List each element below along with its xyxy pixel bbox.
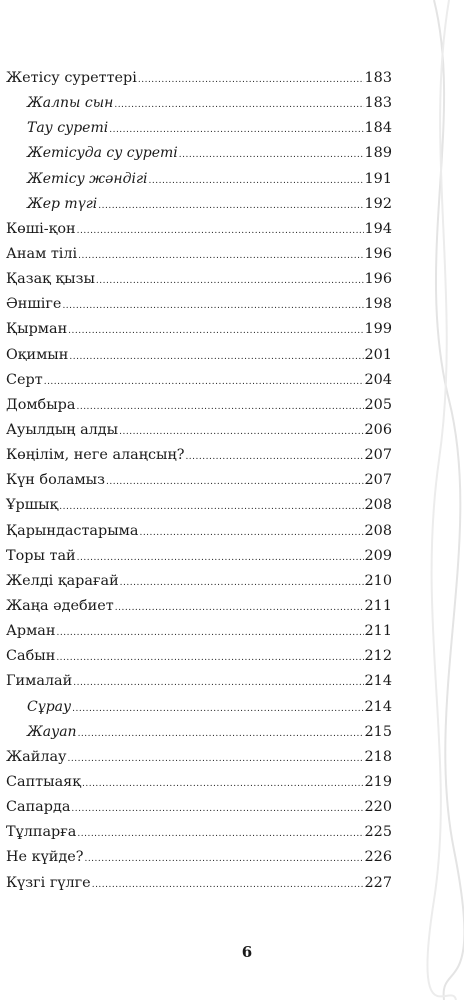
toc-entry	[6, 368, 392, 393]
toc-entry-page: 218	[364, 748, 392, 765]
toc-entry-title: Жауап	[27, 723, 77, 740]
toc-entry-page: 194	[364, 220, 392, 237]
toc-entry	[6, 770, 392, 795]
dot-leader	[68, 747, 364, 772]
page-number: 6	[241, 943, 253, 961]
dot-leader	[56, 646, 363, 671]
toc-entry-page: 204	[364, 371, 392, 388]
toc-entry	[6, 820, 392, 845]
toc-entry-page: 196	[364, 271, 392, 288]
toc-entry-title: Тау суреті	[27, 120, 109, 137]
toc-entry-title: Оқимын	[6, 346, 69, 363]
toc-entry	[6, 594, 392, 619]
dot-leader	[78, 244, 363, 269]
dot-leader	[76, 395, 363, 420]
dot-leader	[139, 521, 363, 546]
toc-entry	[6, 544, 392, 569]
toc-entry-page: 208	[364, 522, 392, 539]
dot-leader	[98, 194, 363, 219]
table-of-contents	[6, 66, 392, 896]
toc-entry-title: Ауылдың алды	[6, 421, 119, 438]
toc-entry	[6, 343, 392, 368]
toc-entry	[6, 393, 392, 418]
toc-entry-title: Гималай	[6, 673, 73, 690]
toc-entry	[6, 468, 392, 493]
dot-leader	[77, 546, 364, 571]
toc-entry	[6, 317, 392, 342]
toc-entry-page: 226	[364, 849, 392, 866]
toc-entry	[6, 493, 392, 518]
toc-entry-page: 191	[364, 170, 392, 187]
toc-entry-title: Жайлау	[6, 748, 67, 765]
toc-entry-page: 209	[364, 547, 392, 564]
toc-entry	[6, 644, 392, 669]
toc-entry-page: 215	[364, 723, 392, 740]
toc-entry-page: 196	[364, 245, 392, 262]
toc-entry-title: Торы тай	[6, 547, 76, 564]
toc-entry	[6, 619, 392, 644]
toc-entry-title: Ұршық	[6, 497, 59, 514]
toc-entry-page: 205	[364, 396, 392, 413]
toc-entry-page: 192	[364, 195, 392, 212]
toc-entry-page: 211	[364, 597, 392, 614]
toc-entry-title: Жетісуда су суреті	[27, 145, 178, 162]
toc-entry-page: 220	[364, 799, 392, 816]
toc-entry-page: 210	[364, 572, 392, 589]
toc-entry-page: 225	[364, 824, 392, 841]
toc-entry-title: Қырман	[6, 321, 68, 338]
toc-entry-page: 207	[364, 472, 392, 489]
dot-leader	[59, 495, 363, 520]
toc-entry	[6, 519, 392, 544]
dot-leader	[92, 873, 364, 898]
toc-entry-page: 227	[364, 874, 392, 891]
toc-entry-page: 183	[364, 95, 392, 112]
dot-leader	[56, 621, 363, 646]
toc-entry-title: Жетісу суреттері	[6, 70, 137, 86]
toc-entry	[6, 745, 392, 770]
toc-entry-title: Саптыаяқ	[6, 773, 81, 790]
toc-entry	[6, 292, 392, 317]
toc-entry-title: Қарындастарыма	[6, 522, 139, 539]
dot-leader	[68, 319, 363, 344]
toc-entry-title: Жетісу жәндігі	[27, 170, 148, 187]
toc-entry-title: Серт	[6, 371, 43, 388]
toc-entry-title: Қазақ қызы	[6, 271, 95, 288]
toc-entry-title: Сабын	[6, 648, 56, 665]
dot-leader	[149, 169, 364, 194]
toc-entry-page: 199	[364, 321, 392, 338]
toc-entry-title: Жалпы сын	[27, 95, 114, 112]
toc-entry-page: 208	[364, 497, 392, 514]
toc-entry-title: Жаңа әдебиет	[6, 597, 114, 614]
dot-leader	[69, 345, 363, 370]
toc-entry-title: Сұрау	[27, 698, 72, 715]
toc-entry	[6, 217, 392, 242]
toc-subentry	[6, 141, 392, 166]
toc-entry-page: 219	[364, 773, 392, 790]
toc-entry-page: 189	[364, 145, 392, 162]
toc-entry-page: 184	[364, 120, 392, 137]
dot-leader	[72, 697, 363, 722]
toc-entry-title: Күн боламыз	[6, 472, 105, 489]
dot-leader	[62, 294, 363, 319]
dot-leader	[185, 445, 363, 470]
toc-entry	[6, 871, 392, 896]
dot-leader	[138, 68, 364, 93]
toc-subentry	[6, 695, 392, 720]
toc-entry-title: Көңілім, неге алаңсың?	[6, 447, 185, 464]
dot-leader	[78, 722, 364, 747]
toc-entry	[6, 418, 392, 443]
toc-entry	[6, 242, 392, 267]
toc-entry-title: Әншіге	[6, 296, 62, 313]
toc-entry-page: 214	[364, 698, 392, 715]
dot-leader	[109, 118, 363, 143]
dot-leader	[82, 772, 364, 797]
toc-entry-title: Сапарда	[6, 799, 71, 816]
toc-entry-title: Анам тілі	[6, 245, 78, 262]
dot-leader	[77, 219, 364, 244]
dot-leader	[73, 671, 363, 696]
toc-entry	[6, 569, 392, 594]
dot-leader	[179, 143, 364, 168]
toc-entry-page: 211	[364, 623, 392, 640]
dot-leader	[119, 420, 363, 445]
dot-leader	[77, 822, 363, 847]
toc-entry-title: Желді қарағай	[6, 572, 119, 589]
toc-entry-page: 212	[364, 648, 392, 665]
toc-entry-page: 201	[364, 346, 392, 363]
dot-leader	[96, 269, 364, 294]
toc-subentry	[6, 192, 392, 217]
toc-entry-title: Тұлпарға	[6, 824, 77, 841]
dot-leader	[115, 596, 364, 621]
dot-leader	[106, 470, 364, 495]
toc-entry-title: Жер түгі	[27, 195, 98, 212]
toc-entry	[6, 443, 392, 468]
toc-entry-page: 198	[364, 296, 392, 313]
toc-entry-title: Арман	[6, 623, 56, 640]
toc-entry-page: 183	[364, 70, 392, 86]
toc-entry-page: 214	[364, 673, 392, 690]
toc-entry	[6, 66, 392, 91]
dot-leader	[71, 797, 363, 822]
toc-entry-title: Домбыра	[6, 396, 76, 413]
dot-leader	[84, 847, 363, 872]
toc-subentry	[6, 91, 392, 116]
toc-entry-title: Не күйде?	[6, 849, 84, 866]
toc-entry-page: 206	[364, 421, 392, 438]
toc-entry	[6, 267, 392, 292]
dot-leader	[114, 93, 363, 118]
toc-entry-title: Күзгі гүлге	[6, 874, 91, 891]
toc-subentry	[6, 116, 392, 141]
toc-subentry	[6, 720, 392, 745]
toc-entry	[6, 669, 392, 694]
dot-leader	[44, 370, 364, 395]
toc-subentry	[6, 167, 392, 192]
toc-entry-title: Көші-қон	[6, 220, 76, 237]
decorative-wave-lines	[394, 0, 464, 1000]
toc-entry	[6, 845, 392, 870]
toc-entry	[6, 795, 392, 820]
toc-entry-page: 207	[364, 447, 392, 464]
dot-leader	[120, 571, 364, 596]
